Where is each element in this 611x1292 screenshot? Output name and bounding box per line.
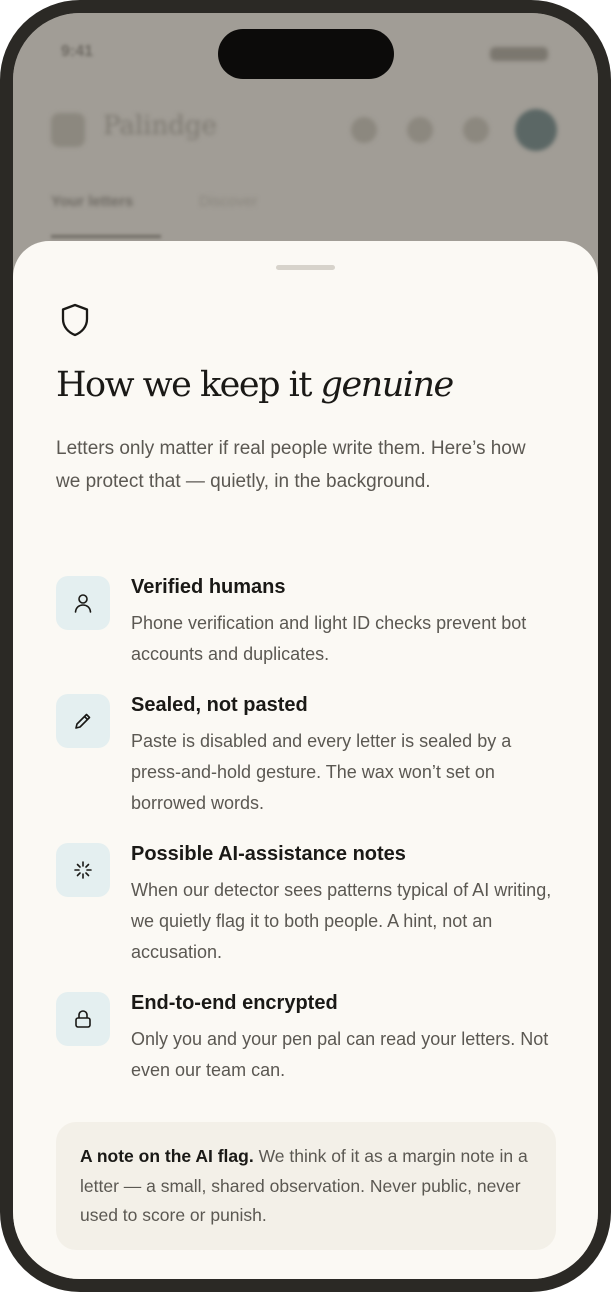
feature-title: End-to-end encrypted [131,992,338,1014]
title-emphasis: genuine [320,365,453,405]
background-app-title: Palindge [103,111,217,141]
pencil-icon [56,694,110,748]
ai-flag-note [56,1122,556,1250]
lock-icon [56,992,110,1046]
tab-underline [51,235,161,238]
compose-icon [407,117,433,143]
background-header [13,103,598,163]
feature-description: When our detector sees patterns typical of AI writing, we quietly flag it to both people. A hint, not an accusation. [131,880,552,962]
feature-title: Possible AI-assistance notes [131,843,406,865]
note-lead: A note on the AI flag. [80,1146,254,1166]
feature-title: Sealed, not pasted [131,694,308,716]
dynamic-island [218,29,394,79]
tab-discover: Discover [199,193,258,210]
shield-icon [59,303,91,337]
avatar [515,109,557,151]
status-time: 9:41 [61,43,94,60]
tab-your-letters: Your letters [51,193,134,210]
search-icon [351,117,377,143]
feature-description: Phone verification and light ID checks prevent bot accounts and duplicates. [131,613,527,664]
title-main: How we keep it [56,365,311,405]
feature-description: Only you and your pen pal can read your letters. Not even our team can. [131,1029,549,1080]
person-icon [56,576,110,630]
note-body: We think of it as a margin note in a letter — a small, shared observation. Never public, never used to score or punish. [80,1146,528,1225]
sparkle-icon [56,843,110,897]
background-tabs [51,193,351,223]
sheet-intro: Letters only matter if real people write them. Here’s how we protect that — quietly, in the background. [56,438,526,492]
feature-title: Verified humans [131,576,286,598]
app-logo-icon [51,113,85,147]
signal-battery-icon [490,47,548,61]
feature-description: Paste is disabled and every letter is sealed by a press-and-hold gesture. The wax won’t set on borrowed words. [131,731,512,813]
primary-button[interactable] [71,1285,541,1292]
sheet-title [56,365,453,405]
sheet-drag-handle[interactable] [276,265,335,270]
settings-icon [463,117,489,143]
bottom-sheet [13,241,598,1292]
